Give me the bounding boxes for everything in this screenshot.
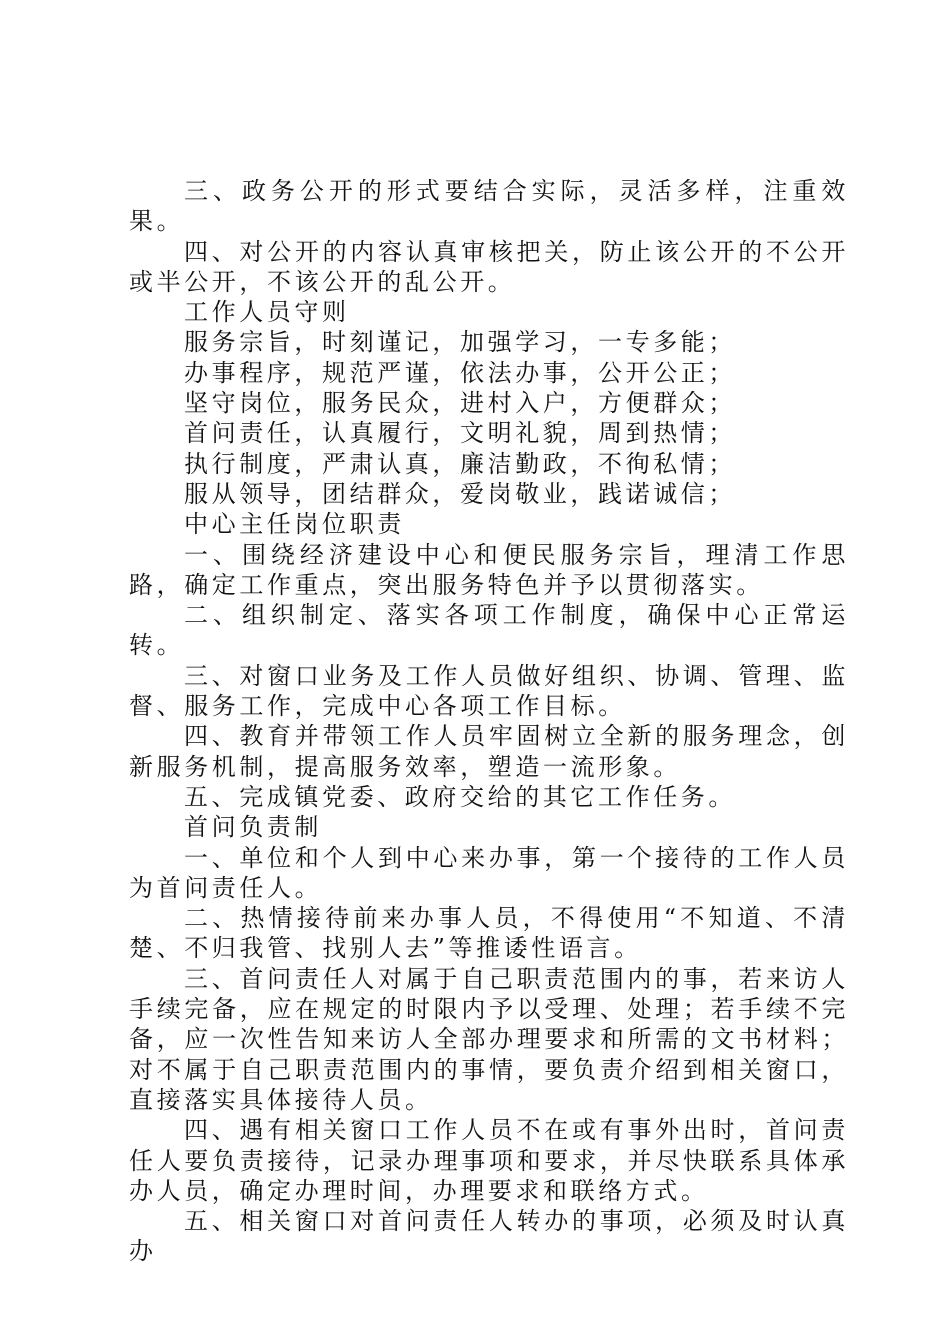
rule-line-4: 首问责任，认真履行，文明礼貌，周到热情；	[184, 419, 736, 448]
heading-director-duties: 中心主任岗位职责	[184, 510, 405, 539]
rule-line-2: 办事程序，规范严谨，依法办事，公开公正；	[184, 358, 736, 387]
document-body	[129, 176, 849, 1267]
duty-item-2: 二、组织制定、落实各项工作制度，确保中心正常运转。	[129, 601, 849, 660]
heading-staff-rules: 工作人员守则	[184, 298, 350, 327]
heading-first-inquiry: 首问负责制	[184, 813, 322, 842]
duty-item-5: 五、完成镇党委、政府交给的其它工作任务。	[184, 782, 736, 811]
inquiry-item-4: 四、遇有相关窗口工作人员不在或有事外出时，首问责任人要负责接待，记录办理事项和要求，并尽快联系具体承办人员，确定办理时间，办理要求和联络方式。	[129, 1116, 849, 1205]
duty-item-1: 一、围绕经济建设中心和便民服务宗旨，理清工作思路，确定工作重点，突出服务特色并予以贯彻落实。	[129, 540, 849, 599]
inquiry-item-1: 一、单位和个人到中心来办事，第一个接待的工作人员为首问责任人。	[129, 843, 849, 902]
duty-item-4: 四、教育并带领工作人员牢固树立全新的服务理念，创新服务机制，提高服务效率，塑造一流形象。	[129, 722, 849, 781]
paragraph-public-review: 四、对公开的内容认真审核把关，防止该公开的不公开或半公开，不该公开的乱公开。	[129, 237, 849, 296]
rule-line-6: 服从领导，团结群众，爱岗敬业，践诺诚信；	[184, 479, 736, 508]
rule-line-3: 坚守岗位，服务民众，进村入户，方便群众；	[184, 389, 736, 418]
inquiry-item-3: 三、首问责任人对属于自己职责范围内的事，若来访人手续完备，应在规定的时限内予以受理、处理；若手续不完备，应一次性告知来访人全部办理要求和所需的文书材料；对不属于自己职责范围内的事情，要负责介绍到相关窗口，直接落实具体接待人员。	[129, 964, 849, 1114]
rule-line-5: 执行制度，严肃认真，廉洁勤政，不徇私情；	[184, 449, 736, 478]
inquiry-item-5: 五、相关窗口对首问责任人转办的事项，必须及时认真办	[129, 1207, 849, 1266]
rule-line-1: 服务宗旨，时刻谨记，加强学习，一专多能；	[184, 328, 736, 357]
paragraph-public-form: 三、政务公开的形式要结合实际，灵活多样，注重效果。	[129, 177, 849, 236]
duty-item-3: 三、对窗口业务及工作人员做好组织、协调、管理、监督、服务工作，完成中心各项工作目标。	[129, 661, 849, 721]
inquiry-item-2: 二、热情接待前来办事人员，不得使用“不知道、不清楚、不归我管、找别人去”等推诿性语言。	[129, 904, 849, 963]
